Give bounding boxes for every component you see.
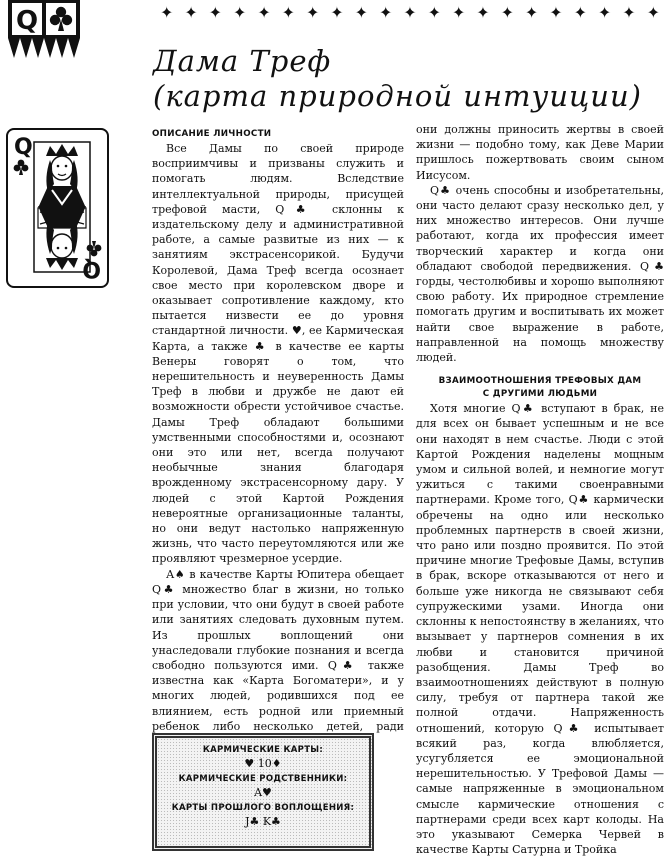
card-rank-bottom: Q: [82, 256, 101, 281]
card-face: [8, 130, 107, 286]
star-icon: ✦: [646, 3, 660, 22]
card-rank-top: Q: [14, 135, 33, 160]
star-icon: ✦: [184, 3, 198, 22]
paragraph: они должны приносить жертвы в своей жизни — подобно тому, как Деве Марии пришлось пожертвовать своим сыном Иисусом.: [416, 123, 664, 182]
title-line-2: (карта природной интуиции): [153, 79, 642, 113]
heading-personality: ОПИСАНИЕ ЛИЧНОСТИ: [152, 129, 272, 139]
suit-rank-badge: [8, 0, 80, 62]
badge-rank: Q: [15, 6, 39, 36]
star-icon: ✦: [208, 3, 223, 22]
star-icon: ✦: [354, 3, 369, 22]
star-icon: ✦: [573, 3, 587, 22]
star-icon: ✦: [451, 3, 466, 22]
karmic-kin-value: A♥: [254, 786, 272, 799]
star-icon: ✦: [378, 3, 393, 22]
karmic-kin-label: КАРМИЧЕСКИЕ РОДСТВЕННИКИ:: [178, 774, 348, 784]
paragraph: Все Дамы по своей природе восприимчивы и призваны служить и помогать людям. Вследствие интеллектуальной природы, присущей трефовой масти, Q♣ склонны к издательскому делу и административной работе, а самые развитые из них — к занятиям экстрасенсорикой. Будучи Королевой, Дама Треф всегда осознает свое место при королевском дворе и оказывает сопротивление каждому, кто пытается низвести ее до уровня стандартной личности. ♥, ее Кармическая Карта, а также ♣ в качестве ее карты Венеры говорят о том, что нерешительность и неуверенность Дамы Треф в любви и дружбе не дают ей возможности обрести устойчивое счастье. Дамы Треф обладают большими умственными способностями и, осознают они это или нет, всегда получают необычные знания благодаря врожденному экстрасенсорному дару. У людей с этой Картой Рождения невероятные организационные таланты, но они ведут настолько напряженную жизнь, что часто переутомляются или же проявляют чрезмерное усердие.: [152, 142, 404, 566]
paragraph: Q♣ очень способны и изобретательны, они часто делают сразу несколько дел, у них множество интересов. Они лучше работают, когда их профессия имеет творческий характер и когда они обладают свободой передвижения. Q♣ горды, честолюбивы и хорошо выполняют свою работу. Их природное стремление помогать другим и воспитывать их может найти свое выражение в работе, направленной на помощь множеству людей.: [416, 183, 664, 365]
queen-portrait-icon: [38, 144, 86, 270]
star-icon: ✦: [549, 3, 563, 22]
queen-of-clubs-card: [6, 128, 109, 288]
karmic-cards-label: КАРМИЧЕСКИЕ КАРТЫ:: [202, 745, 324, 755]
star-icon: ✦: [232, 3, 247, 22]
past-life-label: КАРТЫ ПРОШЛОГО ВОПЛОЩЕНИЯ:: [171, 803, 355, 813]
club-icon: [87, 241, 102, 256]
star-divider: [160, 4, 660, 22]
club-icon: [14, 160, 29, 175]
heading-relations: [416, 375, 664, 401]
star-icon: ✦: [524, 3, 539, 22]
past-life-value: J♣ K♣: [245, 815, 281, 828]
star-icon: ✦: [427, 3, 442, 22]
star-icon: ✦: [500, 3, 514, 22]
star-icon: ✦: [330, 3, 344, 22]
karmic-cards-box: [152, 733, 374, 851]
star-icon: ✦: [597, 3, 612, 22]
page-title: [153, 44, 653, 114]
star-icon: ✦: [476, 3, 490, 22]
star-icon: ✦: [305, 3, 320, 22]
heading-relations-line-2: С ДРУГИМИ ЛЮДЬМИ: [482, 389, 598, 400]
paragraph: А♠ в качестве Карты Юпитера обещает Q♣ множество благ в жизни, но только при условии, что они будут в своей работе или занятиях следовать духовным путем. Из прошлых воплощений они унаследовали глубокие познания и всегда свободно пользуются ими. Q♣ также известна как «Карта Богоматери», и у многих людей, родившихся под ее влиянием, есть родной или приемный ребенок либо несколько детей, ради: [152, 567, 404, 733]
left-column: [152, 128, 404, 749]
heading-relations-line-1: ВЗАИМООТНОШЕНИЯ ТРЕФОВЫХ ДАМ: [438, 376, 642, 387]
star-icon: ✦: [160, 3, 174, 22]
star-icon: ✦: [622, 3, 636, 22]
paragraph: Хотя многие Q♣ вступают в брак, не для всех он бывает успешным и не все они находят в нем счастье. Люди с этой Картой Рождения наделены мощным умом и сильной волей, и немногие могут ужиться с такими своенравными партнерами. Кроме того, Q♣ кармически обречены на одно или несколько проблемных партнерств в своей жизни, что рано или поздно проявится. По этой причине многие Трефовые Дамы, вступив в брак, вскоре отказываются от него и больше уже никогда не связывают себя супружескими узами. Иногда они склонны к непостоянству в желаниях, что вызывает у партнеров сомнения в их любви и становится причиной разобщения. Дамы Треф во взаимоотношениях действуют в полную силу, требуя от партнера такой же полной отдачи. Напряженность отношений, которую Q♣ испытывает всякий раз, когда влюбляется, усугубляется ее эмоциональной нерешительностью. У Трефовой Дамы — самые напряженные в эмоциональном смысле кармические отношения с партнерами среди всех карт колоды. На это указывают Семерка Червей в качестве Карты Сатурна и Тройка: [416, 402, 664, 857]
right-column: [416, 122, 664, 857]
karmic-cards-value: ♥ 10♦: [244, 757, 282, 770]
title-line-1: Дама Треф: [153, 44, 332, 78]
star-icon: ✦: [257, 3, 271, 22]
star-icon: ✦: [403, 3, 417, 22]
star-icon: ✦: [281, 3, 296, 22]
